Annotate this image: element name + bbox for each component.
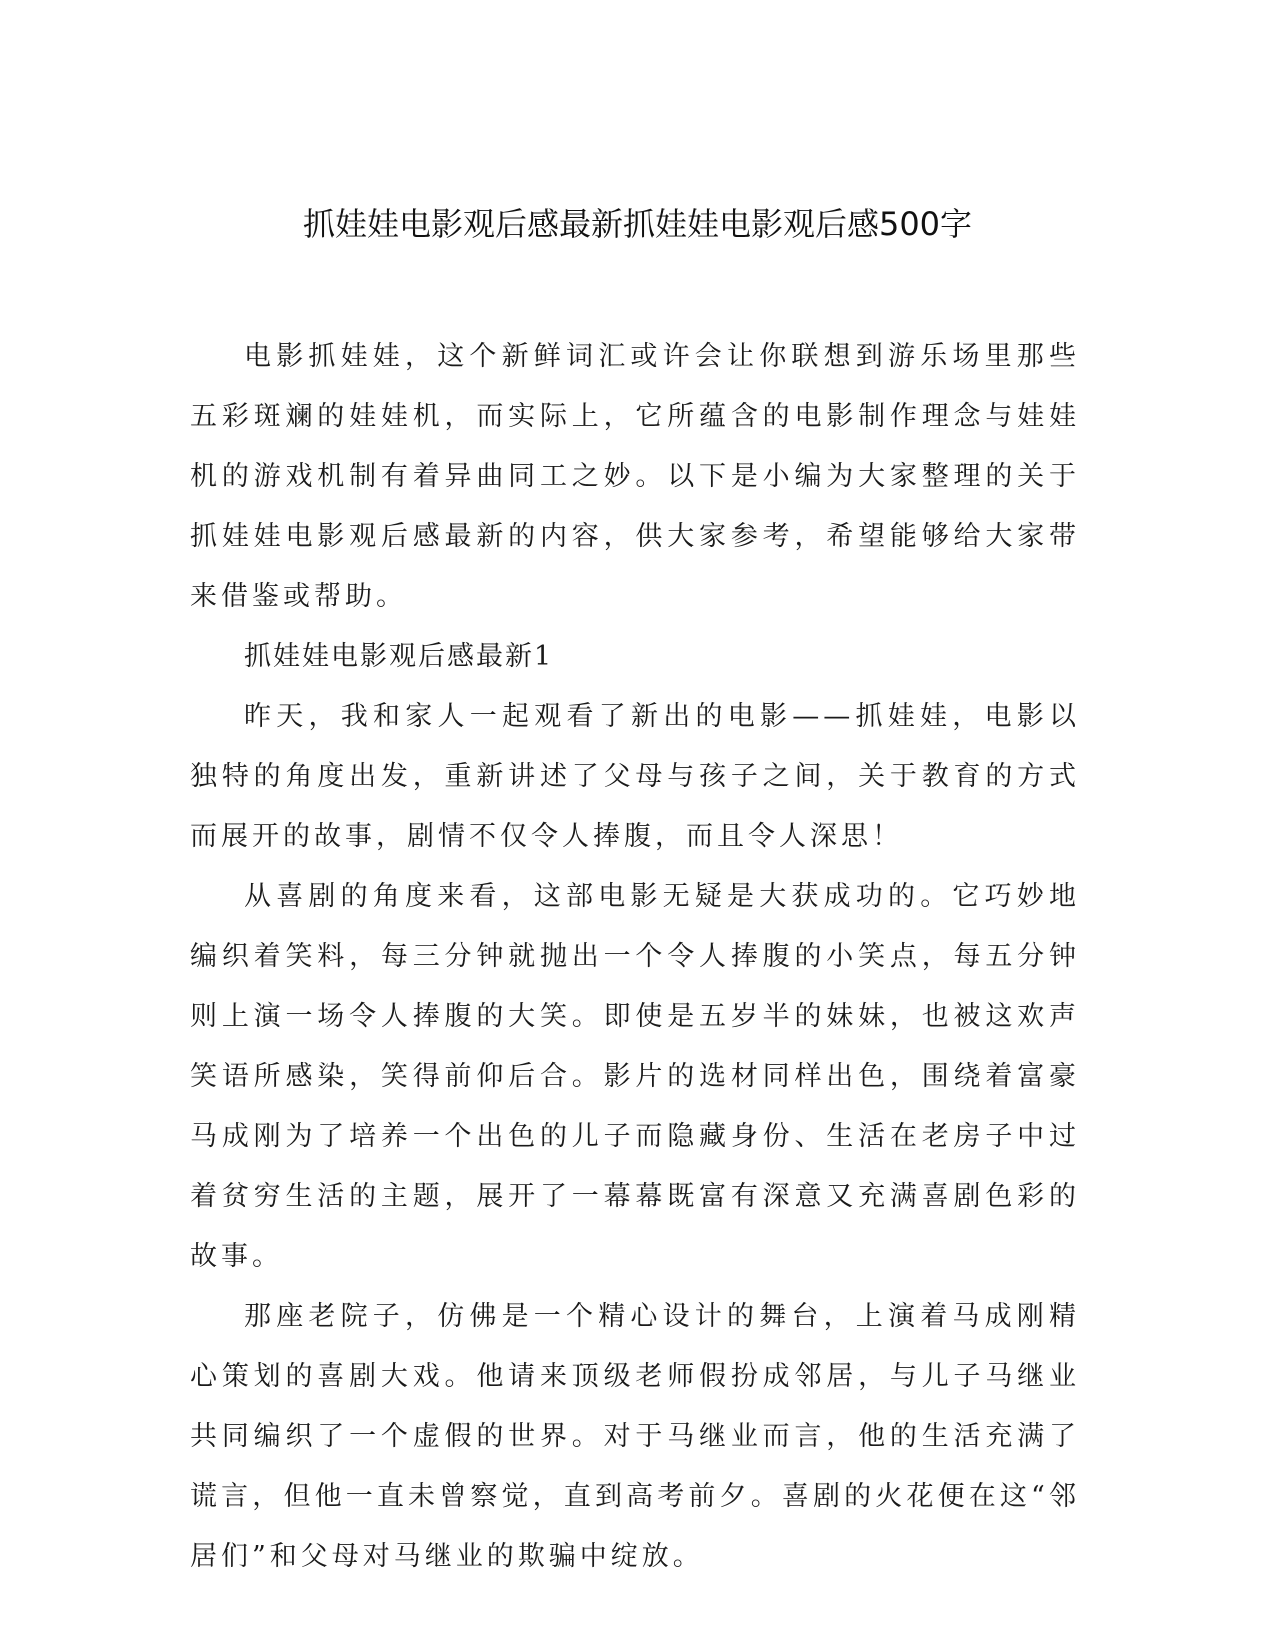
- intro-paragraph: 电影抓娃娃，这个新鲜词汇或许会让你联想到游乐场里那些五彩斑斓的娃娃机，而实际上，它所蕴含的电影制作理念与娃娃机的游戏机制有着异曲同工之妙。以下是小编为大家整理的关于抓娃娃电影观后感最新的内容，供大家参考，希望能够给大家带来借鉴或帮助。: [190, 341, 1080, 612]
- document-body: [190, 327, 1080, 1587]
- body-paragraph: 那座老院子，仿佛是一个精心设计的舞台，上演着马成刚精心策划的喜剧大戏。他请来顶级老师假扮成邻居，与儿子马继业共同编织了一个虚假的世界。对于马继业而言，他的生活充满了谎言，但他一直未曾察觉，直到高考前夕。喜剧的火花便在这“邻居们”和父母对马继业的欺骗中绽放。: [190, 1301, 1080, 1572]
- body-paragraph: 从喜剧的角度来看，这部电影无疑是大获成功的。它巧妙地编织着笑料，每三分钟就抛出一个令人捧腹的小笑点，每五分钟则上演一场令人捧腹的大笑。即使是五岁半的妹妹，也被这欢声笑语所感染，笑得前仰后合。影片的选材同样出色，围绕着富豪马成刚为了培养一个出色的儿子而隐藏身份、生活在老房子中过着贫穷生活的主题，展开了一幕幕既富有深意又充满喜剧色彩的故事。: [190, 881, 1080, 1272]
- section-heading: 抓娃娃电影观后感最新1: [244, 641, 554, 672]
- document-title: 抓娃娃电影观后感最新抓娃娃电影观后感500字: [302, 205, 973, 243]
- body-paragraph: 昨天，我和家人一起观看了新出的电影——抓娃娃，电影以独特的角度出发，重新讲述了父母与孩子之间，关于教育的方式而展开的故事，剧情不仅令人捧腹，而且令人深思！: [190, 701, 1080, 852]
